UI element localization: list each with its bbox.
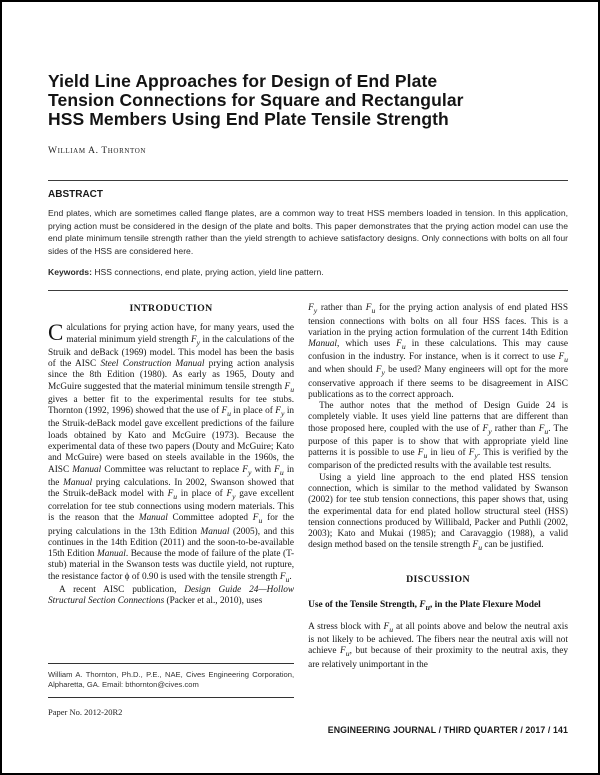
introduction-paragraph-2: A recent AISC publication, Design Guide 24—Hollow Structural Section Connections (Packer et al., 2010), uses (48, 584, 295, 607)
paper-title-line-1: Yield Line Approaches for Design of End Plate (48, 71, 438, 91)
paper-title-line-3: HSS Members Using End Plate Tensile Strength (48, 109, 449, 129)
paper-title-line-2: Tension Connections for Square and Rectangular (48, 90, 464, 110)
drop-cap: C (48, 320, 64, 346)
right-column (308, 303, 568, 739)
right-paragraph-1: $F_y$ rather than $F_u$ for the prying action analysis of end plated HSS tension connections with bolts on all four HSS faces. This is a variation in the prying action formulation of the current 14th Edition Manual, which uses $F_u$ in these calculations. This may cause confusion in the industry. For instance, when is it correct to use $F_u$ and when should $F_y$ be used? Many engineers will opt for the more conservative approach if there seems to be disagreement in AISC publications as to the correct approach. (308, 303, 568, 400)
author-affiliation: William A. Thornton, Ph.D., P.E., NAE, Cives Engineering Corporation, Alpharetta, GA. Email: bthornton@cives.com (48, 670, 295, 690)
abstract-body: End plates, which are sometimes called flange plates, are a common way to treat HSS members loaded in tension. In this application, prying action must be considered in the design of the plate and bolts. This paper demonstrates that the prying action model can use the end plate minimum tensile strength rather than the yield strength to achieve satisfactory designs. Only connections with bolts on all four sides of the HSS are considered here. (48, 208, 568, 256)
discussion-paragraph-1: A stress block with $F_u$ at all points above and below the neutral axis is not likely to be achieved. The fibers near the neutral axis will not achieve $F_u$, but because of their proximity to the neutral axis, they are relatively unimportant in the (308, 622, 568, 670)
discussion-subheading: Use of the Tensile Strength, $F_u$, in the Plate Flexure Model (308, 599, 541, 612)
journal-footer: ENGINEERING JOURNAL / THIRD QUARTER / 2017 / 141 (327, 725, 568, 736)
paper-number-divider (48, 697, 294, 698)
column-gutter (294, 303, 308, 739)
body-columns (48, 303, 568, 739)
right-paragraph-3: Using a yield line approach to the end plated HSS tension connection, which is similar to the method validated by Swanson (2002) for tee stub tension connections, this paper shows that, using the experimental data for end plated hollow structural steel (HSS) tension connections produced by Willibald, Packer and Puthli (2002, 2003); Kato and Mukai (1985); and Caravaggio (1988), a valid design method based on the tensile strength $F_u$ can be justified. (308, 472, 568, 553)
introduction-paragraph-1-text: alculations for prying action have, for many years, used the material minimum yield strength $F_y$ in the calculations of the Struik and deBack (1969) model. This model has been the basis of the AISC Steel Construction Manual prying action analysis since the 8th Edition (1980). As early as 1965, Douty and McGuire suggested that the material minimum tensile strength $F_u$ gives a better fit to the experimental results for tee stubs. Thornton (1992, 1996) showed that the use of $F_u$ in place of $F_y$ in the Struik-deBack model gave excellent predictions of the failure loads obtained by Kato and McGuire (1973). Because the experimental data of these two papers (Douty and McGuire; Kato and McGuire) were based on steels available in the 1960s, the AISC Manual Committee was reluctant to replace $F_y$ with $F_u$ in the Manual prying calculations. In 2002, Swanson showed that the Struik-deBack model with $F_u$ in place of $F_y$ gave excellent correlation for tee stub connections using modern materials. This is the reason that the Manual Committee adopted $F_u$ for the prying calculations in the 13th Edition Manual (2005), and this continues in the 14th Edition (2011) and the soon-to-be-available 15th Edition Manual. Because the mode of failure of the plate (T-stub) material in the Swanson tests was ductile yield, not rupture, the resistance factor ϕ of 0.90 is used with the tensile strength $F_u$. (48, 323, 295, 584)
footnote-block (48, 663, 294, 717)
footnote-divider (48, 663, 294, 664)
paper-number: Paper No. 2012-20R2 (48, 707, 123, 718)
keywords-text: HSS connections, end plate, prying action, yield line pattern. (91, 267, 324, 278)
left-column (48, 303, 294, 739)
abstract-top-divider (48, 180, 568, 181)
keywords-label: Keywords: (48, 267, 92, 278)
keywords-line (48, 267, 568, 277)
discussion-heading: DISCUSSION (406, 573, 470, 585)
abstract-bottom-divider (48, 290, 568, 291)
introduction-paragraph-1 (48, 320, 295, 585)
abstract-heading: ABSTRACT (48, 189, 103, 200)
right-paragraph-2: The author notes that the method of Design Guide 24 is completely viable. It uses yield line patterns that are different than those proposed here, coupled with the use of $F_y$ rather than $F_u$. The purpose of this paper is to show that with appropriate yield line patterns it is possible to use $F_u$ in lieu of $F_y$. This is verified by the comparison of the predicted results with the available test results. (308, 401, 568, 472)
paper-title (48, 72, 568, 129)
author-name: William A. Thornton (48, 146, 147, 156)
introduction-heading: INTRODUCTION (129, 303, 213, 315)
